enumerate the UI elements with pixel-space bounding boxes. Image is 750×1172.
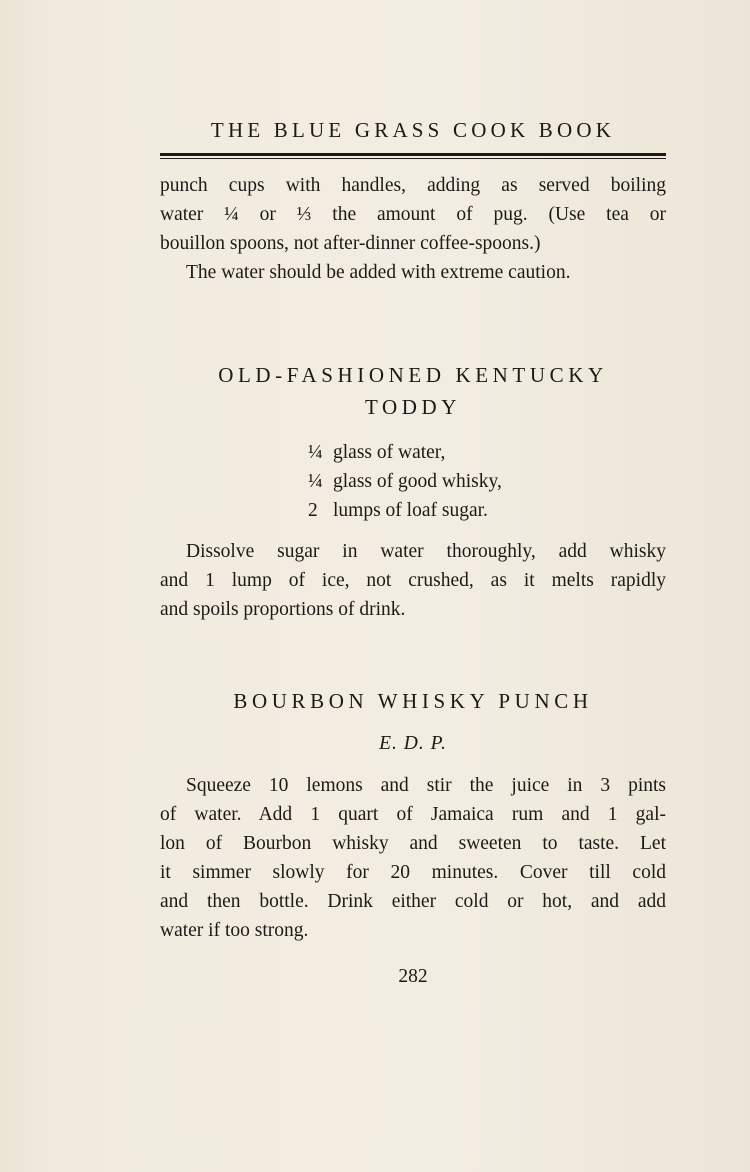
punch-method-line: water if too strong. — [160, 920, 309, 941]
ingredient-item: lumps of loaf sugar. — [333, 500, 488, 521]
page-number: 282 — [398, 966, 428, 987]
intro-line: bouillon spoons, not after-dinner coffee-spoons.) — [160, 233, 541, 254]
ingredient-row — [308, 496, 502, 525]
intro-paragraph — [160, 171, 666, 258]
toddy-method-line: and 1 lump of ice, not crushed, as it melts rapidly — [160, 570, 666, 591]
ingredient-quantity: 2 — [308, 500, 318, 521]
ingredient-row — [308, 438, 502, 467]
toddy-method-line: Dissolve sugar in water thoroughly, add whisky — [186, 541, 666, 562]
toddy-ingredients — [308, 438, 502, 525]
punch-method-line: of water. Add 1 quart of Jamaica rum and 1 gal- — [160, 804, 666, 825]
running-head: THE BLUE GRASS COOK BOOK — [210, 118, 616, 142]
toddy-heading-line1: OLD-FASHIONED KENTUCKY — [218, 363, 608, 387]
caution-paragraph — [160, 258, 666, 287]
punch-method-line: it simmer slowly for 20 minutes. Cover till cold — [160, 862, 666, 883]
punch-heading: BOURBON WHISKY PUNCH — [233, 689, 593, 713]
punch-method-line: and then bottle. Drink either cold or hot, and add — [160, 891, 666, 912]
ingredient-quantity: ¼ — [308, 442, 323, 463]
punch-method-line: lon of Bourbon whisky and sweeten to taste. Let — [160, 833, 666, 854]
ingredient-item: glass of water, — [333, 442, 446, 463]
ingredient-quantity: ¼ — [308, 471, 323, 492]
toddy-method-line: and spoils proportions of drink. — [160, 599, 406, 620]
punch-method-line: Squeeze 10 lemons and stir the juice in 3 pints — [186, 775, 666, 796]
ingredient-item: glass of good whisky, — [333, 471, 502, 492]
intro-line: water ¼ or ⅓ the amount of pug. (Use tea or — [160, 204, 666, 225]
ingredient-row — [308, 467, 502, 496]
header-rule-thin — [160, 158, 666, 159]
toddy-method — [160, 537, 666, 624]
punch-method — [160, 771, 666, 945]
punch-attribution: E. D. P. — [379, 733, 447, 754]
caution-line: The water should be added with extreme caution. — [186, 262, 571, 283]
header-rule-thick — [160, 153, 666, 156]
toddy-heading-line2: TODDY — [364, 395, 462, 419]
intro-line: punch cups with handles, adding as served boiling — [160, 175, 666, 196]
